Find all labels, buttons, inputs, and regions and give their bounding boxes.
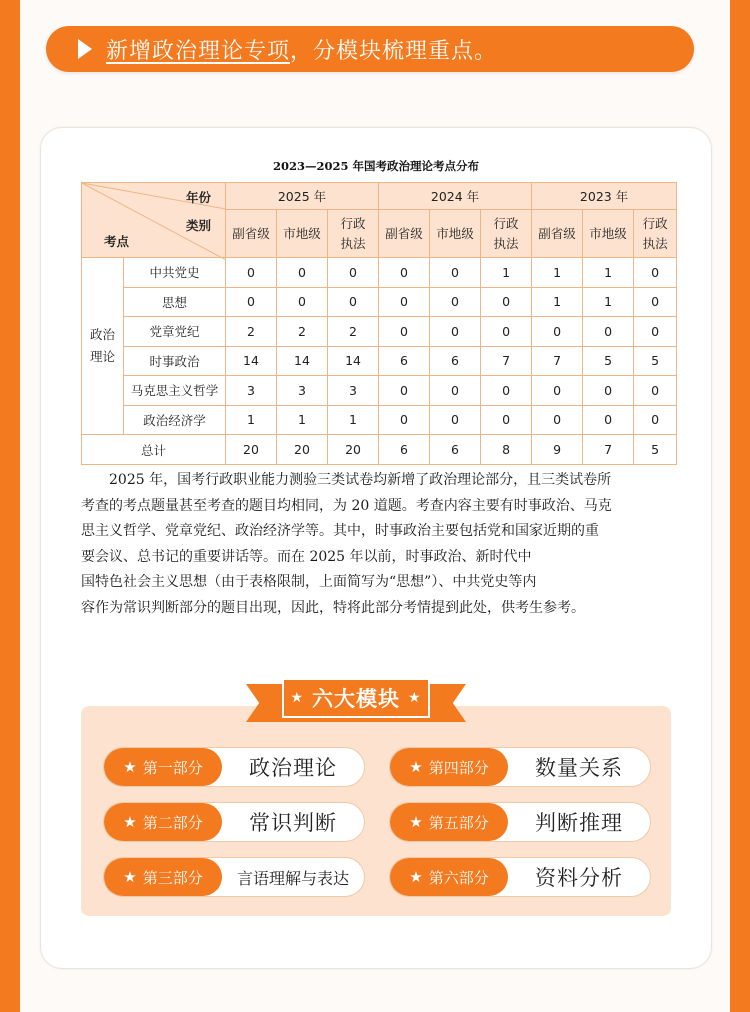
star-icon: ★	[409, 813, 423, 831]
distribution-table	[81, 182, 677, 465]
total-row	[82, 435, 677, 465]
table-cell: 0	[226, 258, 277, 288]
table-cell: 7	[583, 435, 634, 465]
table-cell: 0	[277, 287, 328, 317]
table-cell: 3	[226, 376, 277, 406]
table-cell: 2	[277, 317, 328, 347]
banner-rest: ，分模块梳理重点。	[290, 38, 498, 64]
table-cell: 0	[379, 317, 430, 347]
sub-header: 行政执法	[328, 210, 379, 258]
table-cell: 5	[634, 435, 677, 465]
table-cell: 20	[226, 435, 277, 465]
table-row	[82, 376, 677, 406]
table-cell: 0	[583, 405, 634, 435]
table-cell: 0	[634, 405, 677, 435]
table-cell: 0	[532, 405, 583, 435]
table-row	[82, 287, 677, 317]
year-header-2024: 2024 年	[379, 183, 532, 210]
module-name: 政治理论	[249, 756, 337, 780]
table-row	[82, 317, 677, 347]
module-part-tag: ★ 第四部分	[390, 748, 508, 786]
year-header-2023: 2023 年	[532, 183, 677, 210]
total-label: 总计	[82, 435, 226, 465]
table-cell: 0	[634, 376, 677, 406]
table-cell: 0	[379, 287, 430, 317]
module-item	[389, 802, 651, 842]
module-name: 数量关系	[535, 756, 623, 780]
table-cell: 0	[583, 317, 634, 347]
table-cell: 20	[277, 435, 328, 465]
table-cell: 14	[226, 346, 277, 376]
modules-title-ribbon	[246, 678, 466, 726]
table-row	[82, 346, 677, 376]
star-icon: ★	[408, 690, 422, 706]
group-cell: 政治理论	[82, 258, 124, 435]
table-cell: 9	[532, 435, 583, 465]
table-cell: 5	[583, 346, 634, 376]
sub-header: 副省级	[379, 210, 430, 258]
row-label: 马克思主义哲学	[124, 376, 226, 406]
table-cell: 1	[328, 405, 379, 435]
paragraph-line: 考查的考点题量甚至考查的题目均相同，为 20 道题。考查内容主要有时事政治、马克	[81, 497, 612, 514]
sub-header: 行政执法	[481, 210, 532, 258]
table-cell: 7	[532, 346, 583, 376]
table-cell: 0	[634, 317, 677, 347]
sub-header: 市地级	[430, 210, 481, 258]
corner-category-label: 类别	[185, 218, 211, 233]
table-cell: 6	[379, 346, 430, 376]
star-icon: ★	[123, 813, 137, 831]
table-cell: 6	[430, 435, 481, 465]
table-cell: 14	[277, 346, 328, 376]
row-label: 时事政治	[124, 346, 226, 376]
content-card	[40, 127, 712, 969]
module-item	[389, 747, 651, 787]
table-cell: 0	[481, 317, 532, 347]
table-cell: 1	[583, 287, 634, 317]
table-cell: 1	[532, 258, 583, 288]
star-icon: ★	[123, 868, 137, 886]
module-name: 言语理解与表达	[236, 868, 349, 888]
table-cell: 20	[328, 435, 379, 465]
row-label: 政治经济学	[124, 405, 226, 435]
table-cell: 2	[226, 317, 277, 347]
table-cell: 0	[481, 287, 532, 317]
table-cell: 0	[379, 405, 430, 435]
row-label: 中共党史	[124, 258, 226, 288]
module-item	[389, 857, 651, 897]
module-item	[103, 857, 365, 897]
table-cell: 0	[583, 376, 634, 406]
row-label: 思想	[124, 287, 226, 317]
table-cell: 0	[481, 405, 532, 435]
play-triangle-icon	[78, 39, 92, 59]
corner-header	[82, 183, 226, 258]
table-cell: 1	[481, 258, 532, 288]
header-banner	[46, 26, 694, 72]
paragraph-line: 要会议、总书记的重要讲话等。而在 2025 年以前，时事政治、新时代中	[81, 548, 532, 565]
sub-header: 副省级	[226, 210, 277, 258]
table-cell: 0	[379, 258, 430, 288]
paragraph-line: 2025 年，国考行政职业能力测验三类试卷均新增了政治理论部分，且三类试卷所	[109, 472, 612, 488]
module-item	[103, 747, 365, 787]
module-name: 常识判断	[249, 811, 337, 835]
table-cell: 0	[634, 258, 677, 288]
table-cell: 0	[532, 376, 583, 406]
table-cell: 1	[583, 258, 634, 288]
sub-header: 副省级	[532, 210, 583, 258]
star-icon: ★	[409, 758, 423, 776]
module-item	[103, 802, 365, 842]
corner-point-label: 考点	[104, 234, 130, 249]
table-cell: 1	[532, 287, 583, 317]
table-cell: 0	[430, 376, 481, 406]
sub-header: 市地级	[583, 210, 634, 258]
sub-header: 市地级	[277, 210, 328, 258]
table-cell: 14	[328, 346, 379, 376]
table-cell: 1	[226, 405, 277, 435]
table-cell: 0	[430, 287, 481, 317]
table-cell: 0	[532, 317, 583, 347]
module-name: 资料分析	[535, 866, 623, 890]
table-cell: 0	[328, 287, 379, 317]
table-cell: 6	[430, 346, 481, 376]
star-icon: ★	[290, 690, 304, 706]
paragraph-line: 国特色社会主义思想（由于表格限制，上面简写为“思想”）、中共党史等内	[81, 574, 537, 590]
modules-title-text: 六大模块	[312, 687, 400, 711]
table-cell: 7	[481, 346, 532, 376]
module-part-tag: ★ 第三部分	[104, 858, 222, 896]
table-cell: 0	[430, 317, 481, 347]
module-part-tag: ★ 第二部分	[104, 803, 222, 841]
table-cell: 0	[634, 287, 677, 317]
table-row	[82, 258, 677, 288]
module-part-tag: ★ 第六部分	[390, 858, 508, 896]
row-label: 党章党纪	[124, 317, 226, 347]
table-cell: 1	[277, 405, 328, 435]
table-cell: 2	[328, 317, 379, 347]
module-part-tag: ★ 第一部分	[104, 748, 222, 786]
table-cell: 3	[328, 376, 379, 406]
star-icon: ★	[123, 758, 137, 776]
table-cell: 0	[226, 287, 277, 317]
table-cell: 0	[277, 258, 328, 288]
modules-title	[282, 678, 430, 718]
table-cell: 8	[481, 435, 532, 465]
table-cell: 0	[481, 376, 532, 406]
table-cell: 0	[430, 258, 481, 288]
star-icon: ★	[409, 868, 423, 886]
module-part-tag: ★ 第五部分	[390, 803, 508, 841]
banner-text	[106, 34, 497, 65]
description-paragraph	[81, 468, 676, 621]
corner-year-label: 年份	[185, 190, 211, 205]
table-cell: 6	[379, 435, 430, 465]
table-cell: 0	[328, 258, 379, 288]
table-row	[82, 405, 677, 435]
year-header-2025: 2025 年	[226, 183, 379, 210]
sub-header: 行政执法	[634, 210, 677, 258]
module-name: 判断推理	[535, 811, 623, 835]
table-cell: 0	[379, 376, 430, 406]
banner-underlined: 新增政治理论专项	[106, 38, 291, 64]
table-cell: 3	[277, 376, 328, 406]
table-cell: 5	[634, 346, 677, 376]
paragraph-line: 容作为常识判断部分的题目出现，因此，特将此部分考情提到此处，供考生参考。	[81, 599, 585, 616]
table-cell: 0	[430, 405, 481, 435]
paragraph-line: 思主义哲学、党章党纪、政治经济学等。其中，时事政治主要包括党和国家近期的重	[81, 523, 599, 539]
table-title: 2023—2025 年国考政治理论考点分布	[272, 159, 480, 173]
